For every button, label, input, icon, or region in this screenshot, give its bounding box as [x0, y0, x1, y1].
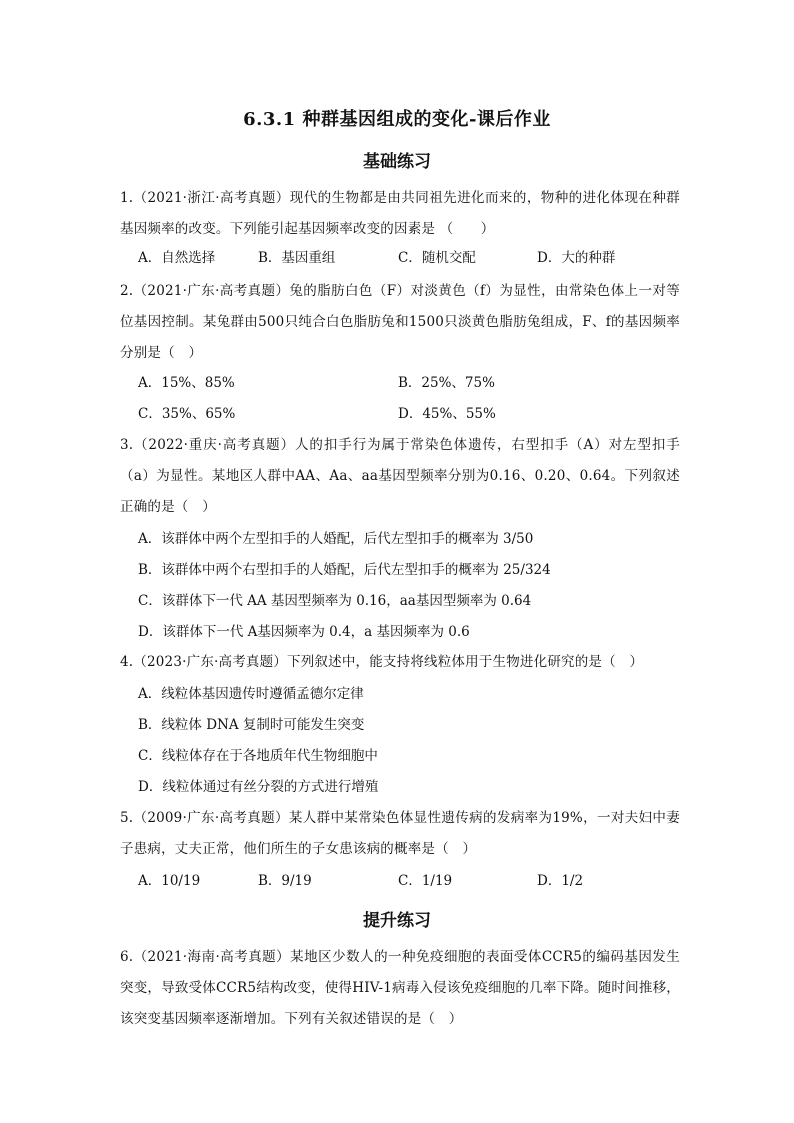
- question-5-option-a: A．10/19: [138, 873, 201, 889]
- question-6-stem: 6.（2021·海南·高考真题）某地区少数人的一种免疫细胞的表面受体CCR5的编码基因发生突变，导致受体CCR5结构改变，使得HIV-1病毒入侵该免疫细胞的几率下降。随时间推移，该突变基因频率逐渐增加。下列有关叙述错误的是（ ）: [120, 949, 680, 1027]
- question-3-option-d: D．该群体下一代 A基因频率为 0.4，a 基因频率为 0.6: [138, 624, 470, 640]
- question-4-option-c: C．线粒体存在于各地质年代生物细胞中: [138, 748, 378, 764]
- question-1-option-c: C．随机交配: [398, 250, 476, 266]
- question-5-option-d: D．1/2: [537, 873, 584, 889]
- page-title: 6.3.1 种群基因组成的变化-课后作业: [243, 109, 551, 130]
- question-3-stem: 3.（2022·重庆·高考真题）人的扣手行为属于常染色体遗传，右型扣手（A）对左型扣手（a）为显性。某地区人群中AA、Aa、aa基因型频率分别为0.16、0.20、0.64。下列叙述正确的是（ ）: [120, 437, 680, 515]
- question-1-stem: 1.（2021·浙江·高考真题）现代的生物都是由共同祖先进化而来的，物种的进化体现在种群基因频率的改变。下列能引起基因频率改变的因素是 （ ）: [120, 190, 680, 237]
- question-4-option-b: B．线粒体 DNA 复制时可能发生突变: [138, 717, 365, 733]
- question-4-stem: 4.（2023·广东·高考真题）下列叙述中，能支持将线粒体用于生物进化研究的是（ ）: [120, 654, 644, 670]
- question-2-stem: 2.（2021·广东·高考真题）兔的脂肪白色（F）对淡黄色（f）为显性，由常染色体上一对等位基因控制。某兔群由500只纯合白色脂肪兔和1500只淡黄色脂肪兔组成，F、f的基因频率分别是（ ）: [120, 283, 680, 361]
- question-1-option-b: B．基因重组: [258, 250, 336, 266]
- question-2-option-a: A．15%、85%: [138, 375, 235, 391]
- question-1-option-d: D．大的种群: [537, 250, 616, 266]
- question-2-option-b: B．25%、75%: [398, 375, 495, 391]
- question-3-option-c: C．该群体下一代 AA 基因型频率为 0.16，aa基因型频率为 0.64: [138, 593, 532, 609]
- question-4-option-d: D．线粒体通过有丝分裂的方式进行增殖: [138, 779, 379, 795]
- question-5-stem: 5.（2009·广东·高考真题）某人群中某常染色体显性遗传病的发病率为19%，一对夫妇中妻子患病，丈夫正常，他们所生的子女患该病的概率是（ ）: [120, 810, 680, 857]
- question-2-option-d: D．45%、55%: [398, 406, 496, 422]
- section-heading-basic: 基础练习: [363, 152, 431, 172]
- question-3-option-b: B．该群体中两个右型扣手的人婚配，后代左型扣手的概率为 25/324: [138, 562, 551, 578]
- question-2-option-c: C．35%、65%: [138, 406, 236, 422]
- section-heading-advanced: 提升练习: [363, 911, 431, 931]
- question-5-option-c: C．1/19: [398, 873, 453, 889]
- question-4-option-a: A．线粒体基因遗传时遵循孟德尔定律: [138, 686, 364, 702]
- question-5-option-b: B．9/19: [258, 873, 312, 889]
- question-3-option-a: A．该群体中两个左型扣手的人婚配，后代左型扣手的概率为 3/50: [138, 531, 534, 547]
- question-1-option-a: A．自然选择: [138, 250, 216, 266]
